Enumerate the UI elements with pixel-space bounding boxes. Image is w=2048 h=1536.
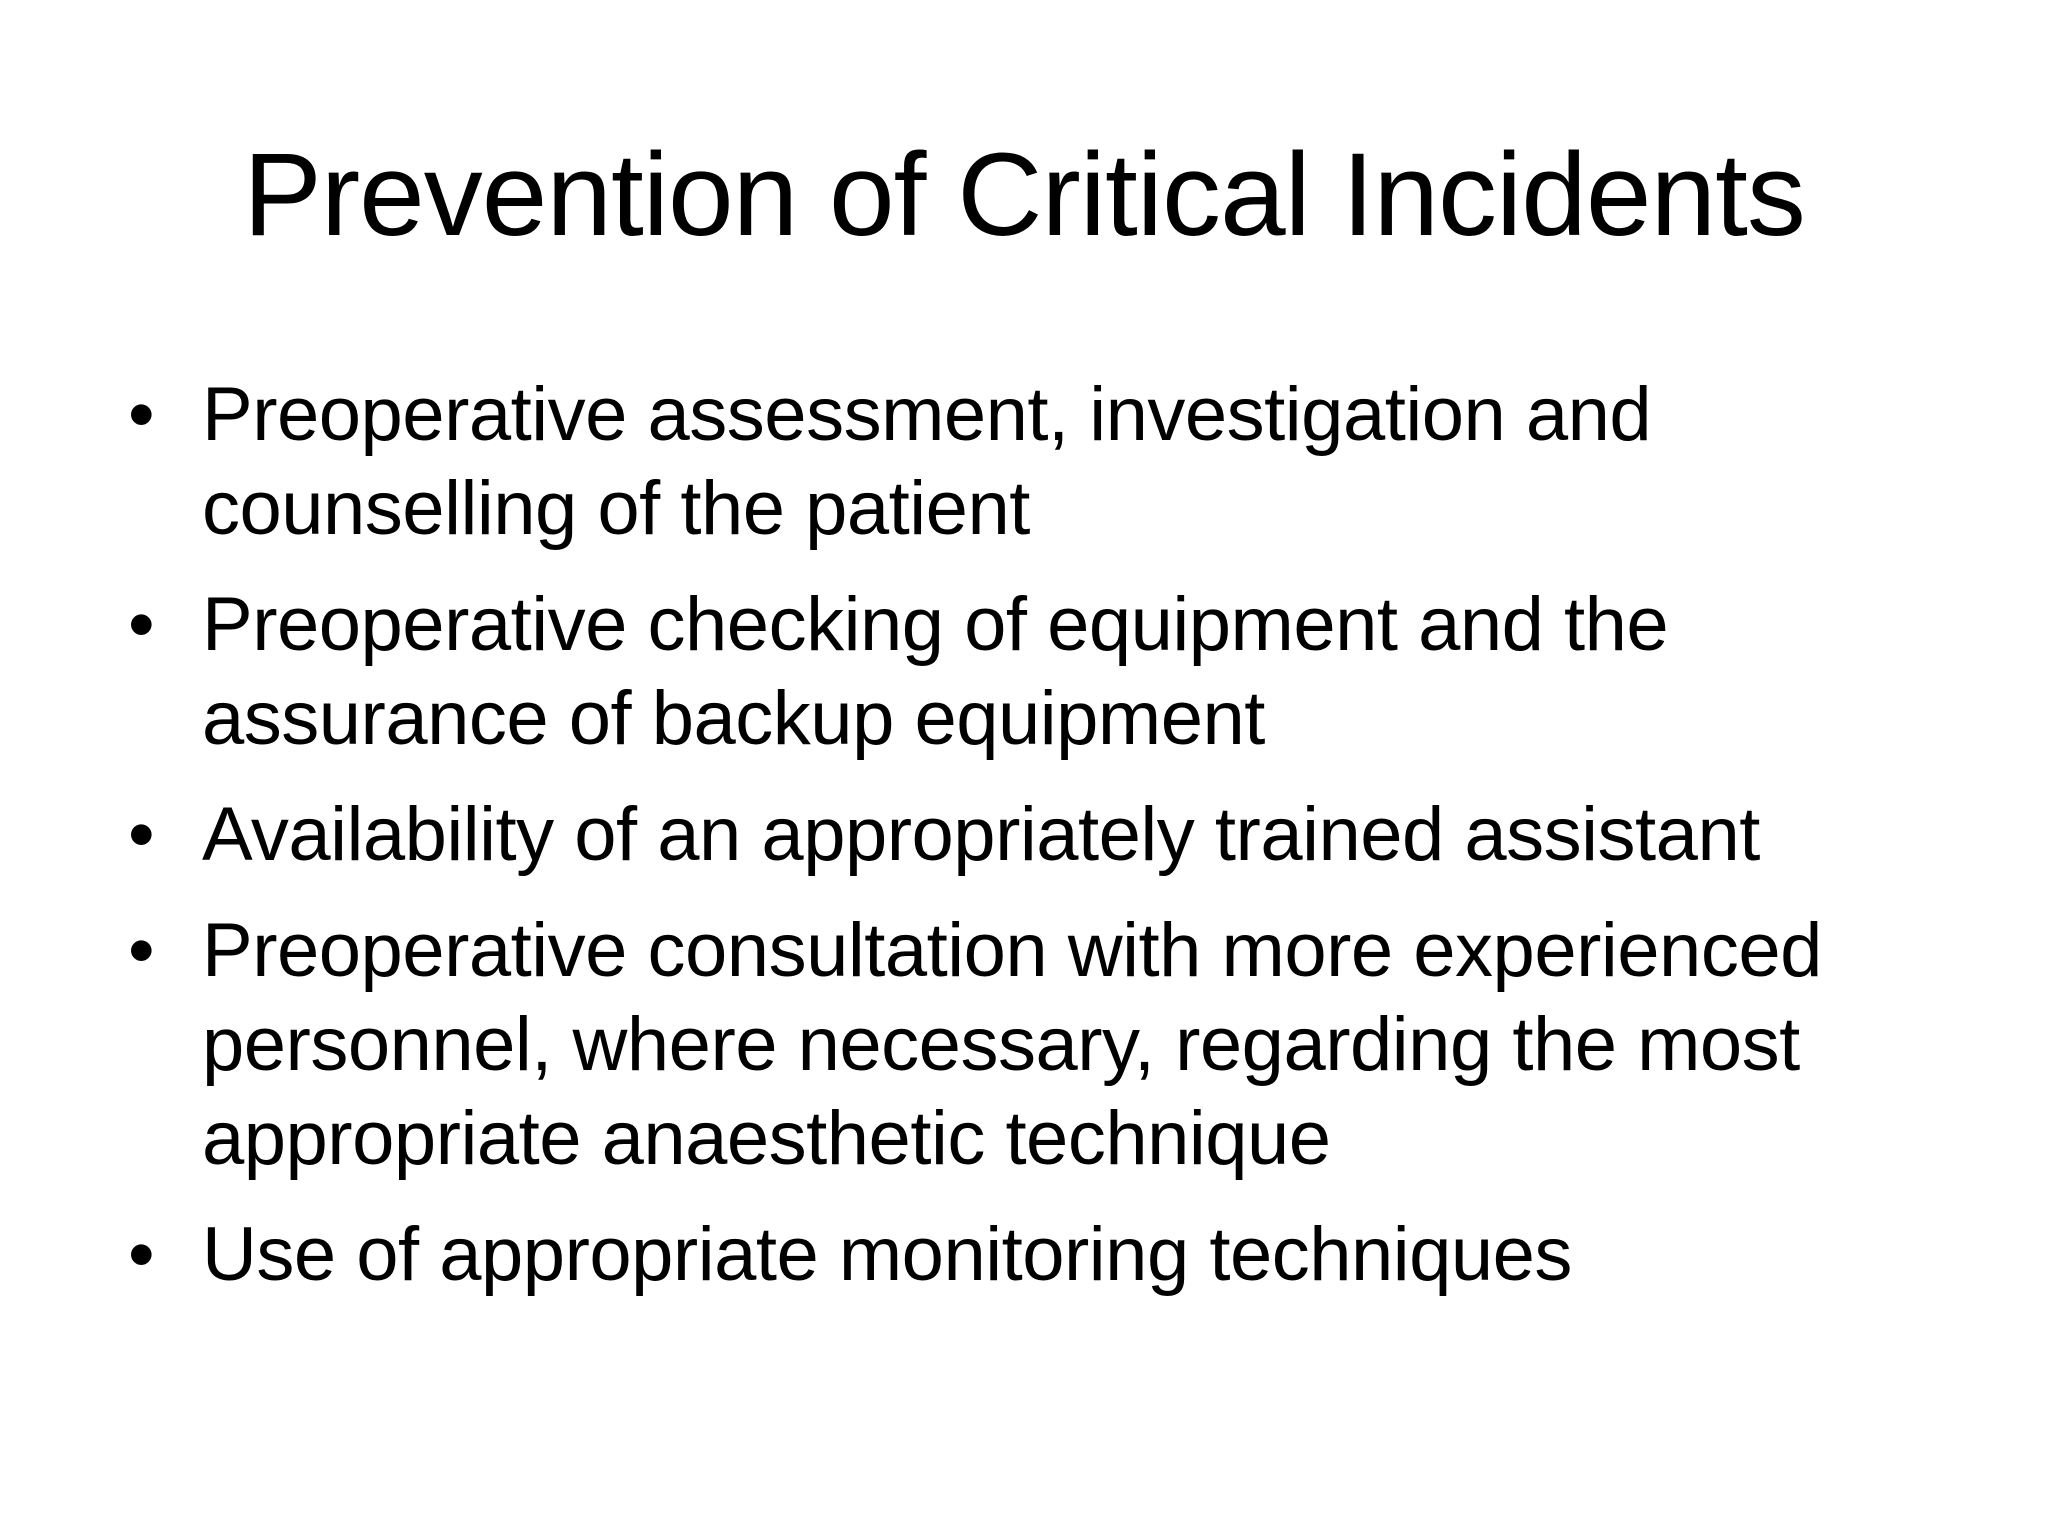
bullet-list [120, 368, 1950, 1324]
bullet-item-3 [120, 788, 1950, 882]
bullet-item-4 [120, 904, 1950, 1186]
bullet-item-5 [120, 1208, 1950, 1302]
bullet-text: Availability of an appropriately trained assistant [202, 792, 1760, 877]
bullet-icon: • [128, 1212, 155, 1297]
bullet-text: Preoperative consultation with more experienced personnel, where necessary, regarding the most appropriate anaesthetic technique [202, 908, 1822, 1181]
bullet-text: Preoperative assessment, investigation and counselling of the patient [202, 372, 1652, 551]
bullet-item-2 [120, 578, 1950, 766]
bullet-icon: • [128, 582, 155, 667]
bullet-icon: • [128, 792, 155, 877]
bullet-icon: • [128, 372, 155, 457]
bullet-icon: • [128, 908, 155, 993]
bullet-item-1 [120, 368, 1950, 556]
bullet-text: Use of appropriate monitoring techniques [202, 1212, 1572, 1297]
bullet-text: Preoperative checking of equipment and the assurance of backup equipment [202, 582, 1669, 761]
slide-title: Prevention of Critical Incidents [243, 129, 1805, 261]
